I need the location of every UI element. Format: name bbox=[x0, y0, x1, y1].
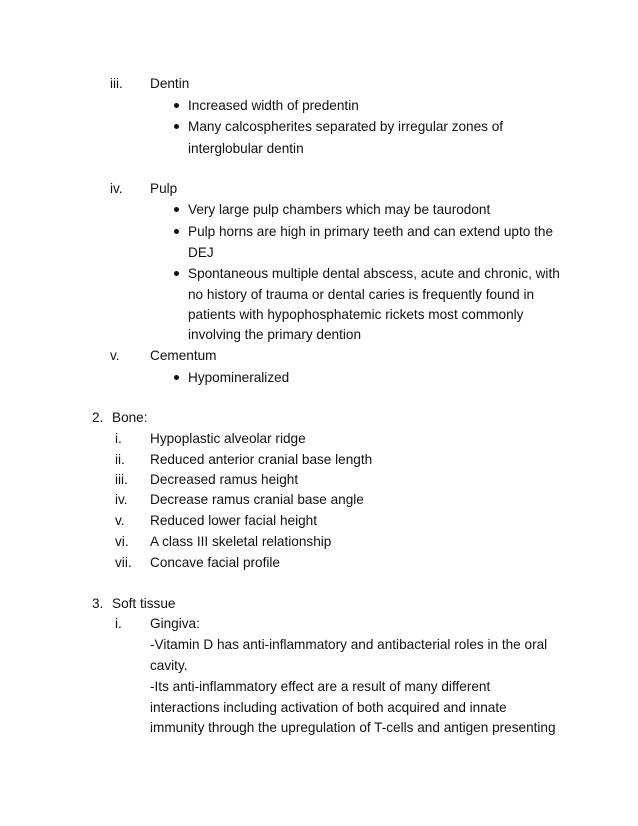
list-numeral: v. bbox=[115, 513, 125, 528]
list-numeral: vi. bbox=[115, 534, 129, 549]
list-numeral: iv. bbox=[110, 181, 123, 196]
bullet-text-continuation: no history of trauma or dental caries is frequently found in bbox=[188, 287, 535, 302]
paragraph-line: immunity through the upregulation of T-cells and antigen presenting bbox=[150, 720, 556, 735]
list-numeral: iii. bbox=[115, 472, 128, 487]
paragraph-line: -Vitamin D has anti-inflammatory and antibacterial roles in the oral bbox=[150, 637, 548, 652]
bullet-text-continuation: DEJ bbox=[188, 245, 214, 260]
bullet-text: Pulp horns are high in primary teeth and can extend upto the bbox=[188, 224, 554, 239]
paragraph-line: interactions including activation of both acquired and innate bbox=[150, 700, 507, 715]
section-title-bone: Bone: bbox=[112, 410, 148, 425]
bullet-text: Very large pulp chambers which may be taurodont bbox=[188, 202, 491, 217]
subsection-title-gingiva: Gingiva: bbox=[150, 616, 200, 631]
list-numeral: vii. bbox=[115, 555, 132, 570]
bullet-text: Hypomineralized bbox=[188, 370, 290, 385]
bullet-icon bbox=[174, 229, 179, 234]
list-numeral: iv. bbox=[115, 492, 128, 507]
bullet-icon bbox=[174, 207, 179, 212]
bullet-text-continuation: involving the primary dention bbox=[188, 327, 362, 342]
list-item: Hypoplastic alveolar ridge bbox=[150, 431, 306, 446]
section-title-cementum: Cementum bbox=[150, 348, 217, 363]
paragraph-line: -Its anti-inflammatory effect are a result of many different bbox=[150, 679, 491, 694]
section-title-soft-tissue: Soft tissue bbox=[112, 596, 176, 611]
list-numeral: v. bbox=[110, 348, 120, 363]
bullet-text: Many calcospherites separated by irregular zones of bbox=[188, 119, 504, 134]
bullet-text: Spontaneous multiple dental abscess, acute and chronic, with bbox=[188, 266, 560, 281]
list-item: Decreased ramus height bbox=[150, 472, 299, 487]
list-item: A class III skeletal relationship bbox=[150, 534, 332, 549]
list-numeral: ii. bbox=[115, 452, 125, 467]
section-number: 3. bbox=[92, 596, 104, 611]
bullet-icon bbox=[174, 375, 179, 380]
list-item: Reduced lower facial height bbox=[150, 513, 318, 528]
list-numeral: i. bbox=[115, 616, 122, 631]
section-number: 2. bbox=[92, 410, 104, 425]
bullet-text: Increased width of predentin bbox=[188, 98, 359, 113]
bullet-icon bbox=[174, 103, 179, 108]
list-numeral: iii. bbox=[110, 76, 123, 91]
bullet-text-continuation: patients with hypophosphatemic rickets most commonly bbox=[188, 307, 524, 322]
paragraph-line: cavity. bbox=[150, 658, 188, 673]
bullet-icon bbox=[174, 124, 179, 129]
section-title-dentin: Dentin bbox=[150, 76, 190, 91]
list-numeral: i. bbox=[115, 431, 122, 446]
section-title-pulp: Pulp bbox=[150, 181, 178, 196]
bullet-icon bbox=[174, 271, 179, 276]
list-item: Reduced anterior cranial base length bbox=[150, 452, 373, 467]
list-item: Decrease ramus cranial base angle bbox=[150, 492, 364, 507]
bullet-text-continuation: interglobular dentin bbox=[188, 141, 304, 156]
list-item: Concave facial profile bbox=[150, 555, 280, 570]
